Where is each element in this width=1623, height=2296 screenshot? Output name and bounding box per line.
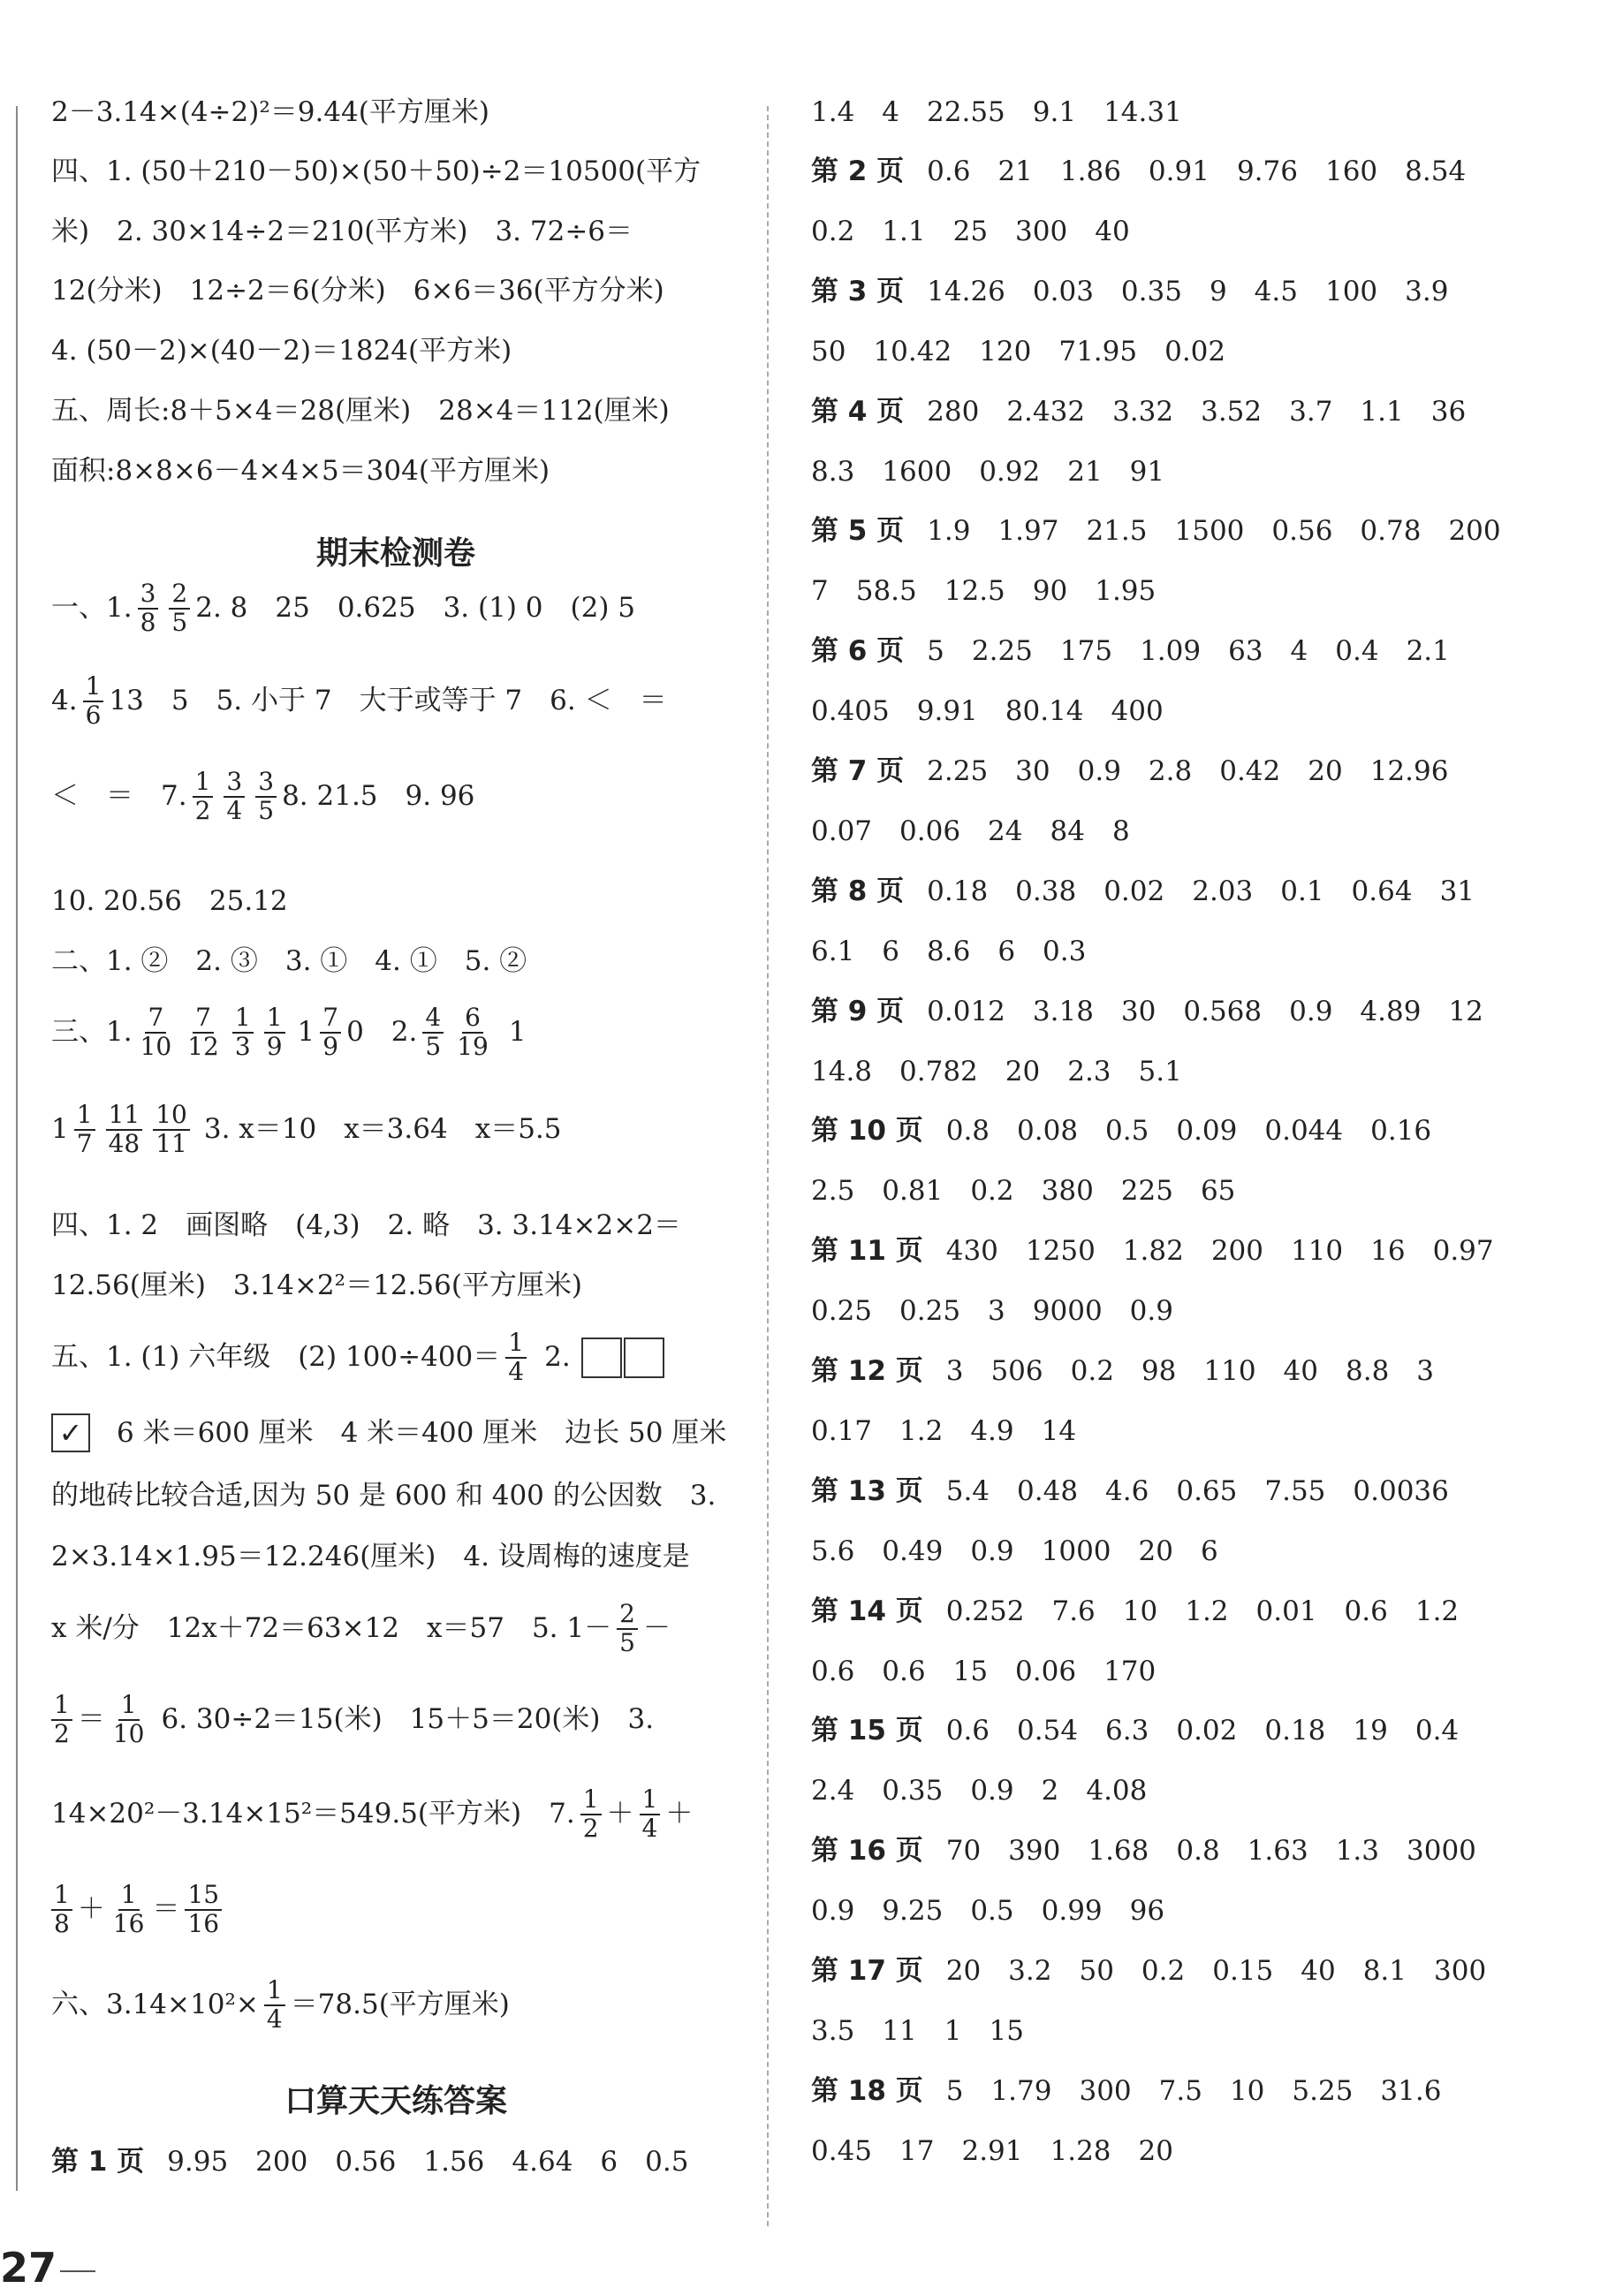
oral-answer-line <box>811 1895 1165 1928</box>
numerator: 1 <box>74 1102 95 1131</box>
numerator: 11 <box>106 1102 143 1131</box>
oral-answer-line <box>811 1474 1449 1507</box>
line-text: 1.4 4 22.55 9.1 14.31 <box>811 96 1182 128</box>
denominator: 5 <box>619 1627 635 1657</box>
numerator: 6 <box>462 1004 483 1034</box>
oral-answer-line <box>811 1534 1218 1567</box>
oral-answer-line <box>811 1717 1459 1745</box>
line-text: 5 1.79 300 7.5 10 5.25 31.6 <box>945 2074 1442 2107</box>
page-label: 第 13 页 <box>811 1474 923 1507</box>
oral-answer-line <box>811 155 1467 187</box>
line-text: 6.1 6 8.6 6 0.3 <box>811 935 1087 967</box>
oral-answer-line <box>811 995 1483 1027</box>
fraction <box>153 1102 190 1158</box>
denominator: 8 <box>140 607 156 637</box>
denominator: 11 <box>155 1128 187 1158</box>
oral-answer-line <box>811 1955 1487 1987</box>
fraction <box>505 1330 527 1386</box>
oral-answer-line <box>811 695 1164 728</box>
line-text: 3. x＝10 x＝3.64 x＝5.5 <box>203 1113 562 1146</box>
page-label: 第 9 页 <box>811 995 905 1027</box>
oral-answer-line <box>811 1175 1236 1208</box>
text-line <box>51 155 702 187</box>
fraction <box>110 1882 148 1938</box>
line-text: 0.6 0.6 15 0.06 170 <box>811 1655 1157 1687</box>
answer-line <box>51 1209 681 1241</box>
denominator: 6 <box>85 700 102 730</box>
numerator: 3 <box>138 580 159 610</box>
empty-box <box>581 1337 622 1378</box>
denominator: 8 <box>54 1908 70 1938</box>
line-text: 5 2.25 175 1.09 63 4 0.4 2.1 <box>927 635 1450 668</box>
line-text: 五、周长:8＋5×4＝28(厘米) 28×4＝112(厘米) <box>51 395 670 427</box>
numerator: 1 <box>264 1977 285 2006</box>
oral-answer-line <box>811 218 1130 246</box>
answer-line <box>51 769 474 825</box>
line-text: 0.6 21 1.86 0.91 9.76 160 8.54 <box>927 155 1467 187</box>
line-text: 4. (50－2)×(40－2)＝1824(平方米) <box>51 335 512 367</box>
fraction <box>106 1102 143 1158</box>
line-text: 的地砖比较合适,因为 50 是 600 和 400 的公因数 3. <box>51 1480 717 1512</box>
whole-number: 1 <box>51 1113 69 1146</box>
line-text: 0.8 0.08 0.5 0.09 0.044 0.16 <box>945 1115 1432 1148</box>
exam-section-title: 期末检测卷 <box>315 535 475 572</box>
oral-answer-line <box>811 455 1165 488</box>
numerator: 3 <box>224 769 245 798</box>
page-label: 第 10 页 <box>811 1115 923 1148</box>
numerator: 1 <box>232 1004 254 1034</box>
line-text: 面积:8×8×6－4×4×5＝304(平方厘米) <box>51 455 550 487</box>
fraction <box>422 1004 444 1061</box>
line-text: 2.25 30 0.9 2.8 0.42 20 12.96 <box>927 755 1449 787</box>
line-text: ＋ <box>606 1798 634 1830</box>
oral-answer-line <box>811 1777 1147 1805</box>
denominator: 2 <box>582 1813 599 1843</box>
line-text: ＜ ＝ 7. <box>51 780 187 813</box>
line-text: 14.8 0.782 20 2.3 5.1 <box>811 1055 1182 1087</box>
oral-answer-line <box>811 875 1475 907</box>
fraction <box>83 673 104 730</box>
denominator: 10 <box>112 1718 145 1748</box>
fraction <box>264 1977 285 2034</box>
text-line <box>51 395 670 427</box>
denominator: 5 <box>258 795 275 825</box>
line-text: 五、1. (1) 六年级 (2) 100÷400＝ <box>51 1341 501 1374</box>
answer-line <box>51 945 527 977</box>
page-number: 27 <box>0 2244 57 2292</box>
line-text: 8. 21.5 9. 96 <box>282 780 475 813</box>
line-text: 13 5 5. 小于 7 大于或等于 7 6. ＜ ＝ <box>109 685 667 717</box>
oral-answer-line <box>811 2134 1173 2167</box>
line-text: 12.56(厘米) 3.14×2²＝12.56(平方厘米) <box>51 1269 583 1301</box>
oral-answer-line <box>811 1295 1173 1328</box>
numerator: 1 <box>51 1882 72 1911</box>
text-line <box>51 96 489 128</box>
numerator: 1 <box>118 1692 140 1721</box>
denominator: 12 <box>187 1031 219 1061</box>
answer-line <box>51 1882 227 1938</box>
numerator: 7 <box>193 1004 214 1034</box>
line-text: 20 3.2 50 0.2 0.15 40 8.1 300 <box>945 1955 1487 1987</box>
denominator: 7 <box>76 1128 93 1158</box>
fraction <box>74 1102 95 1158</box>
line-text: 0.012 3.18 30 0.568 0.9 4.89 12 <box>927 995 1483 1027</box>
line-text: 四、1. 2 画图略 (4,3) 2. 略 3. 3.14×2×2＝ <box>51 1209 681 1241</box>
line-text: ＋ <box>77 1893 105 1926</box>
checked-box-icon: ✓ <box>51 1413 90 1452</box>
line-text: ＝ <box>152 1893 180 1926</box>
text-line <box>51 277 664 305</box>
text-line <box>51 218 633 246</box>
oral-answer-line <box>811 755 1449 787</box>
line-text: 0.2 1.1 25 300 40 <box>811 216 1130 247</box>
line-text: 0.405 9.91 80.14 400 <box>811 695 1164 728</box>
numerator: 1 <box>193 769 214 798</box>
answer-line <box>51 580 635 637</box>
answer-line <box>51 1269 583 1301</box>
line-text: 2. 8 25 0.625 3. (1) 0 (2) 5 <box>195 592 635 625</box>
page-label: 第 14 页 <box>811 1595 923 1627</box>
numerator: 10 <box>153 1102 190 1131</box>
numerator: 1 <box>640 1786 661 1815</box>
line-text: 2.4 0.35 0.9 2 4.08 <box>811 1775 1148 1807</box>
numerator: 2 <box>169 580 190 610</box>
empty-box <box>624 1337 664 1378</box>
fraction <box>232 1004 254 1061</box>
numerator: 1 <box>505 1330 527 1359</box>
page-label: 第 2 页 <box>811 155 905 187</box>
line-text: ＋ <box>665 1798 694 1830</box>
oral-answer-line <box>811 395 1467 428</box>
line-text: 430 1250 1.82 200 110 16 0.97 <box>945 1235 1494 1268</box>
oral-answer-line <box>811 515 1501 548</box>
denominator: 9 <box>266 1031 283 1061</box>
oral-answer-line <box>811 1355 1435 1387</box>
oral-answer-line <box>811 1235 1494 1268</box>
numerator: 7 <box>145 1004 166 1034</box>
line-text: 0.07 0.06 24 84 8 <box>811 815 1130 847</box>
fraction <box>169 580 190 637</box>
line-text: 280 2.432 3.32 3.52 3.7 1.1 36 <box>927 395 1467 428</box>
line-text: 1.9 1.97 21.5 1500 0.56 0.78 200 <box>927 515 1501 548</box>
line-text: 2. <box>544 1341 571 1374</box>
oral-answer-line <box>811 815 1130 847</box>
oral-answer-line <box>811 1055 1182 1087</box>
numerator: 7 <box>320 1004 341 1034</box>
denominator: 16 <box>112 1908 145 1938</box>
line-text: ＝78.5(平方厘米) <box>290 1989 510 2021</box>
numerator: 4 <box>422 1004 444 1034</box>
page-number-rule <box>60 2270 95 2272</box>
numerator: 1 <box>51 1692 72 1721</box>
fraction <box>255 769 277 825</box>
fraction <box>193 769 214 825</box>
whole-number: 1 <box>297 1016 315 1049</box>
page-label: 第 3 页 <box>811 275 905 307</box>
page-label: 第 5 页 <box>811 515 905 548</box>
oral-answer-line <box>811 335 1226 368</box>
numerator: 1 <box>264 1004 285 1034</box>
line-text: 9.95 200 0.56 1.56 4.64 6 0.5 <box>167 2146 689 2178</box>
line-text: 6 米＝600 厘米 4 米＝400 厘米 边长 50 厘米 <box>117 1416 727 1449</box>
denominator: 4 <box>508 1356 525 1386</box>
oral-answer-line <box>811 1655 1157 1687</box>
answer-line <box>51 1601 671 1657</box>
line-text: 2－3.14×(4÷2)²＝9.44(平方厘米) <box>51 96 489 128</box>
line-text: 四、1. (50＋210－50)×(50＋50)÷2＝10500(平方 <box>51 155 702 187</box>
fraction <box>224 769 245 825</box>
fraction <box>185 1004 222 1061</box>
line-text: 6. 30÷2＝15(米) 15＋5＝20(米) 3. <box>161 1703 655 1736</box>
denominator: 2 <box>54 1718 70 1748</box>
answer-line <box>51 1413 726 1452</box>
line-text: 8.3 1600 0.92 21 91 <box>811 455 1165 488</box>
line-text: 10. 20.56 25.12 <box>51 885 288 917</box>
oral-answer-line <box>811 635 1450 668</box>
line-text: 二、1. ② 2. ③ 3. ① 4. ① 5. ② <box>51 945 527 977</box>
line-text: 70 390 1.68 0.8 1.63 1.3 3000 <box>945 1835 1476 1868</box>
line-text: 0.17 1.2 4.9 14 <box>811 1415 1077 1447</box>
answer-line <box>51 1977 510 2034</box>
line-text: 三、1. <box>51 1016 133 1049</box>
page-label: 第 6 页 <box>811 635 905 668</box>
line-text: 2.5 0.81 0.2 380 225 65 <box>811 1175 1236 1208</box>
denominator: 9 <box>322 1031 339 1061</box>
line-text: 14.26 0.03 0.35 9 4.5 100 3.9 <box>927 275 1449 307</box>
oral-answer-line <box>811 575 1157 608</box>
answer-line <box>51 673 667 730</box>
text-line <box>51 337 512 365</box>
page-label: 第 1 页 <box>51 2146 145 2178</box>
column-divider <box>767 106 769 2226</box>
denominator: 10 <box>140 1031 172 1061</box>
oral-answer-line <box>811 1115 1432 1148</box>
fraction <box>138 1004 175 1061</box>
fraction <box>640 1786 661 1843</box>
oral-section-title: 口算天天练答案 <box>284 2083 507 2119</box>
fraction <box>617 1601 638 1657</box>
denominator: 5 <box>171 607 188 637</box>
line-text: 米) 2. 30×14÷2＝210(平方米) 3. 72÷6＝ <box>51 216 633 247</box>
page-label: 第 15 页 <box>811 1715 923 1747</box>
answer-line <box>51 1102 562 1158</box>
oral-answer-line <box>811 1415 1077 1447</box>
numerator: 3 <box>255 769 277 798</box>
denominator: 19 <box>457 1031 489 1061</box>
page-label: 第 18 页 <box>811 2074 923 2107</box>
line-text: 7 58.5 12.5 90 1.95 <box>811 575 1157 608</box>
answer-line <box>51 1330 664 1386</box>
denominator: 2 <box>194 795 211 825</box>
line-text: 1 <box>508 1016 527 1049</box>
line-text: 5.6 0.49 0.9 1000 20 6 <box>811 1534 1218 1567</box>
line-text: 0.18 0.38 0.02 2.03 0.1 0.64 31 <box>927 875 1475 907</box>
left-margin-rule <box>16 106 18 2191</box>
line-text: 3 506 0.2 98 110 40 8.8 3 <box>945 1355 1435 1387</box>
oral-answer-line <box>811 935 1087 967</box>
fraction <box>454 1004 491 1061</box>
answer-line <box>51 1004 527 1061</box>
line-text: 5.4 0.48 4.6 0.65 7.55 0.0036 <box>945 1474 1449 1507</box>
fraction <box>51 1692 72 1748</box>
oral-answer-line <box>811 2074 1442 2107</box>
line-text: 4. <box>51 685 78 717</box>
line-text: 0 2. <box>346 1016 418 1049</box>
oral-answer-line <box>51 2148 688 2176</box>
oral-answer-line <box>811 275 1449 307</box>
page-label: 第 11 页 <box>811 1235 923 1268</box>
oral-answer-line <box>811 1595 1460 1627</box>
page-label: 第 12 页 <box>811 1355 923 1387</box>
page-label: 第 16 页 <box>811 1835 923 1868</box>
numerator: 1 <box>580 1786 602 1815</box>
line-text: 0.6 0.54 6.3 0.02 0.18 19 0.4 <box>945 1715 1460 1747</box>
line-text: ＝ <box>77 1703 105 1736</box>
line-text: 3.5 11 1 15 <box>811 2015 1024 2047</box>
denominator: 3 <box>234 1031 251 1061</box>
page-label: 第 17 页 <box>811 1955 923 1987</box>
denominator: 4 <box>226 795 243 825</box>
numerator: 15 <box>185 1882 222 1911</box>
answer-line <box>51 885 288 917</box>
line-text: 一、1. <box>51 592 133 625</box>
fraction <box>110 1692 148 1748</box>
page-label: 第 7 页 <box>811 755 905 787</box>
line-text: － <box>642 1612 671 1645</box>
fraction <box>138 580 159 637</box>
line-text: 0.9 9.25 0.5 0.99 96 <box>811 1895 1165 1928</box>
numerator: 1 <box>118 1882 140 1911</box>
answer-line <box>51 1482 716 1510</box>
line-text: x 米/分 12x＋72＝63×12 x＝57 5. 1－ <box>51 1612 612 1645</box>
fraction <box>185 1882 222 1938</box>
answer-line <box>51 1786 693 1843</box>
line-text: 0.45 17 2.91 1.28 20 <box>811 2134 1173 2167</box>
oral-answer-line <box>811 1835 1476 1868</box>
numerator: 1 <box>83 673 104 702</box>
line-text: 14×20²－3.14×15²＝549.5(平方米) 7. <box>51 1798 575 1830</box>
denominator: 16 <box>187 1908 220 1938</box>
line-text: 50 10.42 120 71.95 0.02 <box>811 335 1226 368</box>
denominator: 4 <box>641 1813 658 1843</box>
fraction <box>320 1004 341 1061</box>
fraction <box>264 1004 285 1061</box>
answer-line <box>51 1692 654 1748</box>
line-text: 0.25 0.25 3 9000 0.9 <box>811 1295 1173 1328</box>
page-label: 第 4 页 <box>811 395 905 428</box>
denominator: 48 <box>108 1128 140 1158</box>
line-text: 2×3.14×1.95＝12.246(厘米) 4. 设周梅的速度是 <box>51 1541 690 1572</box>
denominator: 4 <box>266 2004 283 2034</box>
fraction <box>51 1882 72 1938</box>
oral-answer-line <box>811 2015 1024 2047</box>
line-text: 12(分米) 12÷2＝6(分米) 6×6＝36(平方分米) <box>51 275 664 307</box>
text-line <box>51 455 550 487</box>
fraction <box>580 1786 602 1843</box>
answer-line <box>51 1543 690 1571</box>
line-text: 六、3.14×10²× <box>51 1989 259 2021</box>
line-text: 0.252 7.6 10 1.2 0.01 0.6 1.2 <box>945 1595 1460 1627</box>
page-label: 第 8 页 <box>811 875 905 907</box>
oral-answer-line <box>811 96 1182 128</box>
numerator: 2 <box>617 1601 638 1630</box>
denominator: 5 <box>425 1031 442 1061</box>
